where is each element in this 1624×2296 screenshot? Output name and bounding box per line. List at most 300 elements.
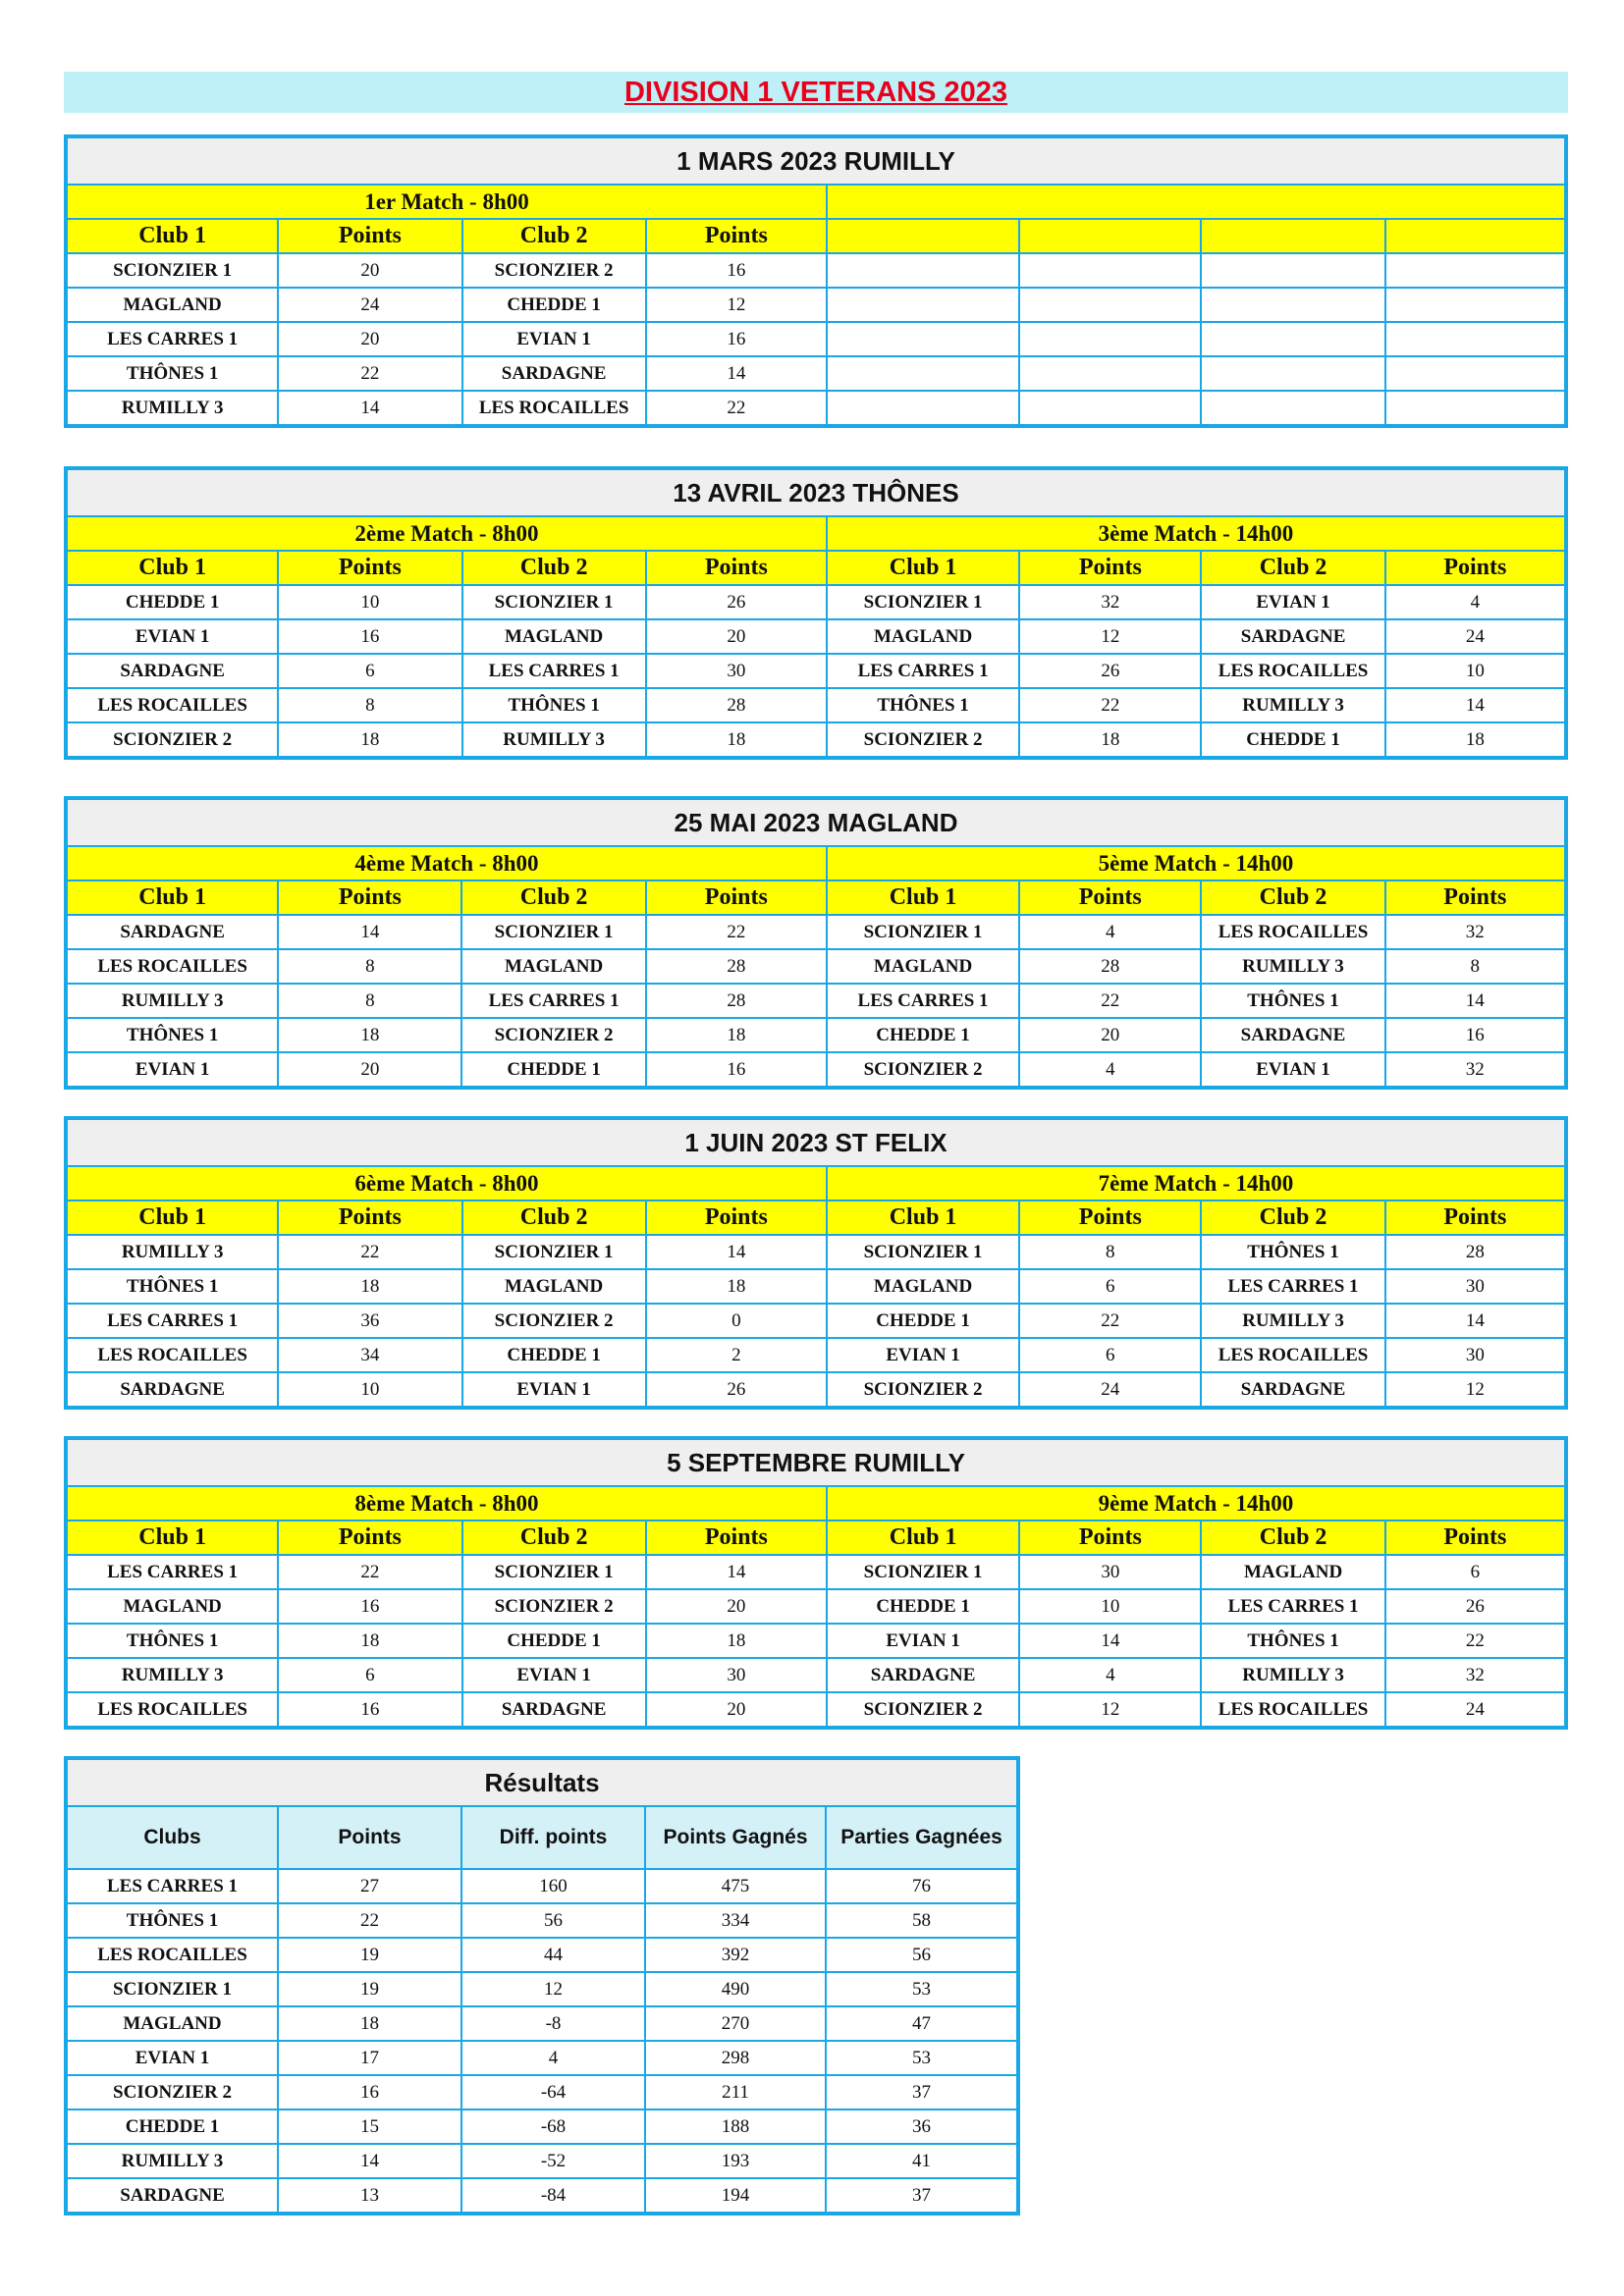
club-cell: LES ROCAILLES — [66, 949, 278, 984]
points-cell: 6 — [278, 654, 461, 688]
column-header: Points — [1019, 881, 1201, 915]
points-cell: 6 — [278, 1658, 461, 1692]
points-cell: 6 — [1385, 1555, 1566, 1589]
day-heading-row — [66, 798, 1566, 846]
points-cell: 24 — [278, 288, 461, 322]
points-cell: 10 — [278, 1372, 461, 1408]
club-cell: RUMILLY 3 — [66, 1235, 278, 1269]
club-cell: LES CARRES 1 — [66, 1869, 278, 1903]
column-header: Club 2 — [462, 219, 646, 253]
points-cell: 16 — [646, 253, 827, 288]
column-header: Points — [278, 551, 461, 585]
points-cell: 22 — [278, 1235, 461, 1269]
club-cell: THÔNES 1 — [1201, 984, 1384, 1018]
club-cell: SCIONZIER 2 — [66, 722, 278, 758]
points-cell: 4 — [1019, 1658, 1201, 1692]
club-cell: CHEDDE 1 — [462, 1624, 646, 1658]
club-cell: EVIAN 1 — [827, 1338, 1019, 1372]
stat-cell: 19 — [278, 1972, 461, 2006]
club-cell: LES CARRES 1 — [66, 1304, 278, 1338]
club-cell: CHEDDE 1 — [827, 1018, 1019, 1052]
points-cell: 20 — [646, 1589, 827, 1624]
results-row — [66, 2109, 1018, 2144]
points-cell: 10 — [1019, 1589, 1201, 1624]
empty-cell — [827, 253, 1019, 288]
club-cell: CHEDDE 1 — [66, 2109, 278, 2144]
empty-cell — [827, 356, 1019, 391]
match-label: 6ème Match - 8h00 — [66, 1166, 827, 1201]
points-cell: 16 — [278, 619, 461, 654]
club-cell: LES CARRES 1 — [1201, 1269, 1384, 1304]
club-cell: RUMILLY 3 — [1201, 1304, 1384, 1338]
table-row — [66, 688, 1566, 722]
stat-cell: 18 — [278, 2006, 461, 2041]
empty-cell — [1385, 288, 1566, 322]
table-row — [66, 619, 1566, 654]
column-header: Club 1 — [827, 1201, 1019, 1235]
match-day-table — [64, 134, 1568, 428]
stat-cell: 53 — [826, 1972, 1018, 2006]
points-cell: 14 — [278, 915, 461, 949]
results-row — [66, 2006, 1018, 2041]
column-header: Club 2 — [1201, 1201, 1384, 1235]
stat-cell: 37 — [826, 2178, 1018, 2214]
club-cell: SCIONZIER 2 — [462, 1304, 646, 1338]
match-day-table — [64, 466, 1568, 760]
match-label-row — [66, 846, 1566, 881]
points-cell: 14 — [1019, 1624, 1201, 1658]
column-header: Club 2 — [1201, 881, 1384, 915]
table-row — [66, 915, 1566, 949]
table-row — [66, 1235, 1566, 1269]
club-cell: SARDAGNE — [462, 356, 646, 391]
club-cell: MAGLAND — [827, 949, 1019, 984]
points-cell: 18 — [1019, 722, 1201, 758]
club-cell: SCIONZIER 2 — [66, 2075, 278, 2109]
table-row — [66, 1658, 1566, 1692]
match-label-row — [66, 1166, 1566, 1201]
points-cell: 18 — [646, 1269, 827, 1304]
results-table — [64, 1756, 1020, 2216]
points-cell: 36 — [278, 1304, 461, 1338]
club-cell: LES ROCAILLES — [66, 688, 278, 722]
club-cell: LES ROCAILLES — [66, 1692, 278, 1728]
column-header: Points — [1385, 551, 1566, 585]
column-header: Club 1 — [66, 881, 278, 915]
club-cell: THÔNES 1 — [66, 1624, 278, 1658]
club-cell: SCIONZIER 1 — [827, 585, 1019, 619]
club-cell: RUMILLY 3 — [1201, 949, 1384, 984]
column-header: Club 1 — [827, 1521, 1019, 1555]
column-header: Club 2 — [1201, 1521, 1384, 1555]
results-row — [66, 1869, 1018, 1903]
club-cell: LES ROCAILLES — [66, 1338, 278, 1372]
points-cell: 2 — [646, 1338, 827, 1372]
points-cell: 22 — [278, 356, 461, 391]
stat-cell: 47 — [826, 2006, 1018, 2041]
stat-cell: 44 — [461, 1938, 645, 1972]
table-row — [66, 1018, 1566, 1052]
match-label: 7ème Match - 14h00 — [827, 1166, 1566, 1201]
match-label: 9ème Match - 14h00 — [827, 1486, 1566, 1521]
club-cell: CHEDDE 1 — [827, 1589, 1019, 1624]
empty-cell — [1385, 253, 1566, 288]
empty-cell — [1019, 356, 1201, 391]
club-cell: EVIAN 1 — [462, 1372, 646, 1408]
club-cell: RUMILLY 3 — [462, 722, 646, 758]
club-cell: MAGLAND — [66, 288, 278, 322]
points-cell: 28 — [646, 984, 827, 1018]
points-cell: 34 — [278, 1338, 461, 1372]
empty-cell — [1019, 253, 1201, 288]
column-header: Points — [646, 1521, 827, 1555]
column-header: Points — [278, 1201, 461, 1235]
club-cell: MAGLAND — [66, 2006, 278, 2041]
stat-cell: 27 — [278, 1869, 461, 1903]
points-cell: 22 — [278, 1555, 461, 1589]
column-header-row — [66, 881, 1566, 915]
club-cell: SCIONZIER 2 — [827, 1052, 1019, 1088]
stat-cell: 15 — [278, 2109, 461, 2144]
club-cell: CHEDDE 1 — [827, 1304, 1019, 1338]
results-column-header: Parties Gagnées — [826, 1806, 1018, 1869]
points-cell: 30 — [646, 1658, 827, 1692]
stat-cell: 56 — [826, 1938, 1018, 1972]
points-cell: 22 — [1019, 1304, 1201, 1338]
results-row — [66, 2178, 1018, 2214]
column-header-row — [66, 551, 1566, 585]
day-heading-row — [66, 136, 1566, 185]
club-cell: RUMILLY 3 — [66, 2144, 278, 2178]
points-cell: 16 — [278, 1692, 461, 1728]
club-cell: MAGLAND — [1201, 1555, 1384, 1589]
empty-cell — [1019, 391, 1201, 426]
stat-cell: 490 — [645, 1972, 826, 2006]
points-cell: 18 — [278, 722, 461, 758]
points-cell: 30 — [1385, 1338, 1566, 1372]
results-row — [66, 1938, 1018, 1972]
table-row — [66, 984, 1566, 1018]
club-cell: LES ROCAILLES — [1201, 1338, 1384, 1372]
points-cell: 8 — [1019, 1235, 1201, 1269]
results-row — [66, 1903, 1018, 1938]
match-label-row — [66, 185, 1566, 219]
points-cell: 12 — [646, 288, 827, 322]
club-cell: SCIONZIER 2 — [462, 1589, 646, 1624]
club-cell: RUMILLY 3 — [66, 1658, 278, 1692]
points-cell: 16 — [278, 1589, 461, 1624]
points-cell: 18 — [1385, 722, 1566, 758]
points-cell: 6 — [1019, 1269, 1201, 1304]
empty-cell — [827, 391, 1019, 426]
club-cell: MAGLAND — [827, 1269, 1019, 1304]
club-cell: SARDAGNE — [66, 654, 278, 688]
day-title: 1 JUIN 2023 ST FELIX — [66, 1118, 1566, 1166]
stat-cell: 392 — [645, 1938, 826, 1972]
club-cell: SCIONZIER 2 — [827, 722, 1019, 758]
points-cell: 14 — [278, 391, 461, 426]
empty-cell — [1385, 322, 1566, 356]
club-cell: LES CARRES 1 — [66, 1555, 278, 1589]
points-cell: 10 — [278, 585, 461, 619]
club-cell: LES ROCAILLES — [1201, 915, 1384, 949]
points-cell: 26 — [646, 1372, 827, 1408]
stat-cell: 76 — [826, 1869, 1018, 1903]
club-cell: SCIONZIER 1 — [827, 1235, 1019, 1269]
club-cell: THÔNES 1 — [66, 1269, 278, 1304]
empty-cell — [1201, 391, 1384, 426]
column-header: Points — [1385, 1201, 1566, 1235]
points-cell: 20 — [646, 1692, 827, 1728]
club-cell: SARDAGNE — [1201, 1018, 1384, 1052]
club-cell: CHEDDE 1 — [1201, 722, 1384, 758]
column-header-row — [66, 1201, 1566, 1235]
club-cell: LES ROCAILLES — [1201, 1692, 1384, 1728]
points-cell: 28 — [1385, 1235, 1566, 1269]
empty-header-cell — [1201, 219, 1384, 253]
club-cell: SARDAGNE — [827, 1658, 1019, 1692]
club-cell: SCIONZIER 1 — [66, 1972, 278, 2006]
club-cell: MAGLAND — [461, 949, 645, 984]
club-cell: MAGLAND — [66, 1589, 278, 1624]
club-cell: RUMILLY 3 — [1201, 1658, 1384, 1692]
points-cell: 28 — [1019, 949, 1201, 984]
points-cell: 12 — [1385, 1372, 1566, 1408]
stat-cell: 298 — [645, 2041, 826, 2075]
table-row — [66, 1555, 1566, 1589]
page-title-band — [64, 72, 1568, 113]
points-cell: 32 — [1385, 1052, 1566, 1088]
points-cell: 14 — [1385, 1304, 1566, 1338]
points-cell: 8 — [278, 688, 461, 722]
stat-cell: 41 — [826, 2144, 1018, 2178]
stat-cell: 12 — [461, 1972, 645, 2006]
column-header: Points — [278, 881, 461, 915]
stat-cell: -52 — [461, 2144, 645, 2178]
points-cell: 12 — [1019, 619, 1201, 654]
points-cell: 22 — [646, 391, 827, 426]
club-cell: THÔNES 1 — [66, 1018, 278, 1052]
points-cell: 18 — [646, 1018, 827, 1052]
points-cell: 20 — [1019, 1018, 1201, 1052]
table-row — [66, 1372, 1566, 1408]
column-header: Points — [1385, 881, 1566, 915]
points-cell: 24 — [1385, 1692, 1566, 1728]
column-header: Club 1 — [66, 1521, 278, 1555]
empty-cell — [1385, 391, 1566, 426]
match-label: 3ème Match - 14h00 — [827, 516, 1566, 551]
table-row — [66, 391, 1566, 426]
points-cell: 16 — [646, 1052, 827, 1088]
column-header: Points — [278, 219, 461, 253]
empty-cell — [827, 288, 1019, 322]
club-cell: LES CARRES 1 — [462, 654, 646, 688]
column-header: Points — [646, 1201, 827, 1235]
points-cell: 10 — [1385, 654, 1566, 688]
column-header: Club 2 — [462, 1521, 646, 1555]
column-header: Club 2 — [462, 1201, 646, 1235]
stat-cell: 14 — [278, 2144, 461, 2178]
points-cell: 4 — [1385, 585, 1566, 619]
points-cell: 18 — [646, 722, 827, 758]
results-heading-row — [66, 1758, 1018, 1806]
column-header: Points — [1019, 551, 1201, 585]
stat-cell: 58 — [826, 1903, 1018, 1938]
match-label-row — [66, 516, 1566, 551]
table-row — [66, 654, 1566, 688]
table-row — [66, 1589, 1566, 1624]
empty-cell — [1201, 356, 1384, 391]
club-cell: EVIAN 1 — [66, 2041, 278, 2075]
points-cell: 22 — [1019, 984, 1201, 1018]
points-cell: 16 — [1385, 1018, 1566, 1052]
table-row — [66, 253, 1566, 288]
table-row — [66, 1624, 1566, 1658]
club-cell: THÔNES 1 — [66, 1903, 278, 1938]
empty-cell — [1201, 288, 1384, 322]
club-cell: MAGLAND — [462, 619, 646, 654]
points-cell: 18 — [278, 1624, 461, 1658]
club-cell: LES CARRES 1 — [1201, 1589, 1384, 1624]
results-title: Résultats — [66, 1758, 1018, 1806]
club-cell: CHEDDE 1 — [462, 1338, 646, 1372]
club-cell: EVIAN 1 — [66, 619, 278, 654]
page-title: DIVISION 1 VETERANS 2023 — [623, 77, 1008, 108]
stat-cell: 188 — [645, 2109, 826, 2144]
points-cell: 8 — [278, 984, 461, 1018]
club-cell: MAGLAND — [462, 1269, 646, 1304]
results-row — [66, 1972, 1018, 2006]
club-cell: SARDAGNE — [66, 915, 278, 949]
table-row — [66, 356, 1566, 391]
day-title: 1 MARS 2023 RUMILLY — [66, 136, 1566, 185]
club-cell: THÔNES 1 — [1201, 1624, 1384, 1658]
points-cell: 26 — [1019, 654, 1201, 688]
stat-cell: 475 — [645, 1869, 826, 1903]
club-cell: CHEDDE 1 — [461, 1052, 645, 1088]
column-header: Points — [646, 881, 827, 915]
stat-cell: 36 — [826, 2109, 1018, 2144]
points-cell: 22 — [1385, 1624, 1566, 1658]
points-cell: 20 — [278, 253, 461, 288]
stat-cell: 16 — [278, 2075, 461, 2109]
club-cell: EVIAN 1 — [827, 1624, 1019, 1658]
points-cell: 8 — [1385, 949, 1566, 984]
club-cell: THÔNES 1 — [462, 688, 646, 722]
club-cell: EVIAN 1 — [462, 1658, 646, 1692]
day-heading-row — [66, 1118, 1566, 1166]
points-cell: 26 — [646, 585, 827, 619]
table-row — [66, 1269, 1566, 1304]
club-cell: SCIONZIER 1 — [462, 1235, 646, 1269]
results-column-header: Clubs — [66, 1806, 278, 1869]
empty-header-cell — [1019, 219, 1201, 253]
club-cell: SCIONZIER 2 — [827, 1692, 1019, 1728]
points-cell: 20 — [278, 1052, 461, 1088]
day-title: 13 AVRIL 2023 THÔNES — [66, 468, 1566, 516]
club-cell: RUMILLY 3 — [1201, 688, 1384, 722]
results-row — [66, 2075, 1018, 2109]
results-row — [66, 2144, 1018, 2178]
empty-header-cell — [827, 219, 1019, 253]
column-header-row — [66, 219, 1566, 253]
points-cell: 30 — [1019, 1555, 1201, 1589]
points-cell: 14 — [646, 1555, 827, 1589]
club-cell: SCIONZIER 1 — [462, 585, 646, 619]
points-cell: 24 — [1019, 1372, 1201, 1408]
stat-cell: 53 — [826, 2041, 1018, 2075]
stat-cell: 193 — [645, 2144, 826, 2178]
empty-cell — [1019, 288, 1201, 322]
points-cell: 24 — [1385, 619, 1566, 654]
club-cell: SARDAGNE — [66, 1372, 278, 1408]
club-cell: SARDAGNE — [1201, 619, 1384, 654]
stat-cell: -64 — [461, 2075, 645, 2109]
stat-cell: 4 — [461, 2041, 645, 2075]
club-cell: LES ROCAILLES — [1201, 654, 1384, 688]
club-cell: CHEDDE 1 — [66, 585, 278, 619]
day-heading-row — [66, 1438, 1566, 1486]
match-label: 4ème Match - 8h00 — [66, 846, 827, 881]
points-cell: 32 — [1385, 1658, 1566, 1692]
match-day-table — [64, 1116, 1568, 1410]
empty-cell — [1019, 322, 1201, 356]
club-cell: SARDAGNE — [66, 2178, 278, 2214]
column-header: Club 1 — [66, 1201, 278, 1235]
match-label: 1er Match - 8h00 — [66, 185, 827, 219]
club-cell: MAGLAND — [827, 619, 1019, 654]
column-header: Club 1 — [66, 551, 278, 585]
points-cell: 30 — [1385, 1269, 1566, 1304]
empty-cell — [827, 322, 1019, 356]
club-cell: LES CARRES 1 — [827, 984, 1019, 1018]
table-row — [66, 722, 1566, 758]
match-label: 2ème Match - 8h00 — [66, 516, 827, 551]
table-row — [66, 585, 1566, 619]
club-cell: EVIAN 1 — [462, 322, 646, 356]
column-header: Points — [1019, 1521, 1201, 1555]
club-cell: THÔNES 1 — [827, 688, 1019, 722]
club-cell: SARDAGNE — [1201, 1372, 1384, 1408]
stat-cell: 22 — [278, 1903, 461, 1938]
points-cell: 12 — [1019, 1692, 1201, 1728]
stat-cell: 194 — [645, 2178, 826, 2214]
points-cell: 32 — [1019, 585, 1201, 619]
column-header: Points — [1385, 1521, 1566, 1555]
stat-cell: 19 — [278, 1938, 461, 1972]
match-day-table — [64, 796, 1568, 1090]
table-row — [66, 949, 1566, 984]
points-cell: 18 — [278, 1269, 461, 1304]
column-header: Points — [1019, 1201, 1201, 1235]
club-cell: LES ROCAILLES — [462, 391, 646, 426]
club-cell: LES ROCAILLES — [66, 1938, 278, 1972]
stat-cell: 13 — [278, 2178, 461, 2214]
club-cell: SCIONZIER 1 — [66, 253, 278, 288]
table-row — [66, 1692, 1566, 1728]
club-cell: LES CARRES 1 — [827, 654, 1019, 688]
stat-cell: 160 — [461, 1869, 645, 1903]
club-cell: THÔNES 1 — [1201, 1235, 1384, 1269]
empty-cell — [1201, 253, 1384, 288]
column-header: Points — [646, 551, 827, 585]
table-row — [66, 1338, 1566, 1372]
results-row — [66, 2041, 1018, 2075]
stat-cell: 211 — [645, 2075, 826, 2109]
column-header: Club 1 — [66, 219, 278, 253]
column-header-row — [66, 1521, 1566, 1555]
stat-cell: -68 — [461, 2109, 645, 2144]
